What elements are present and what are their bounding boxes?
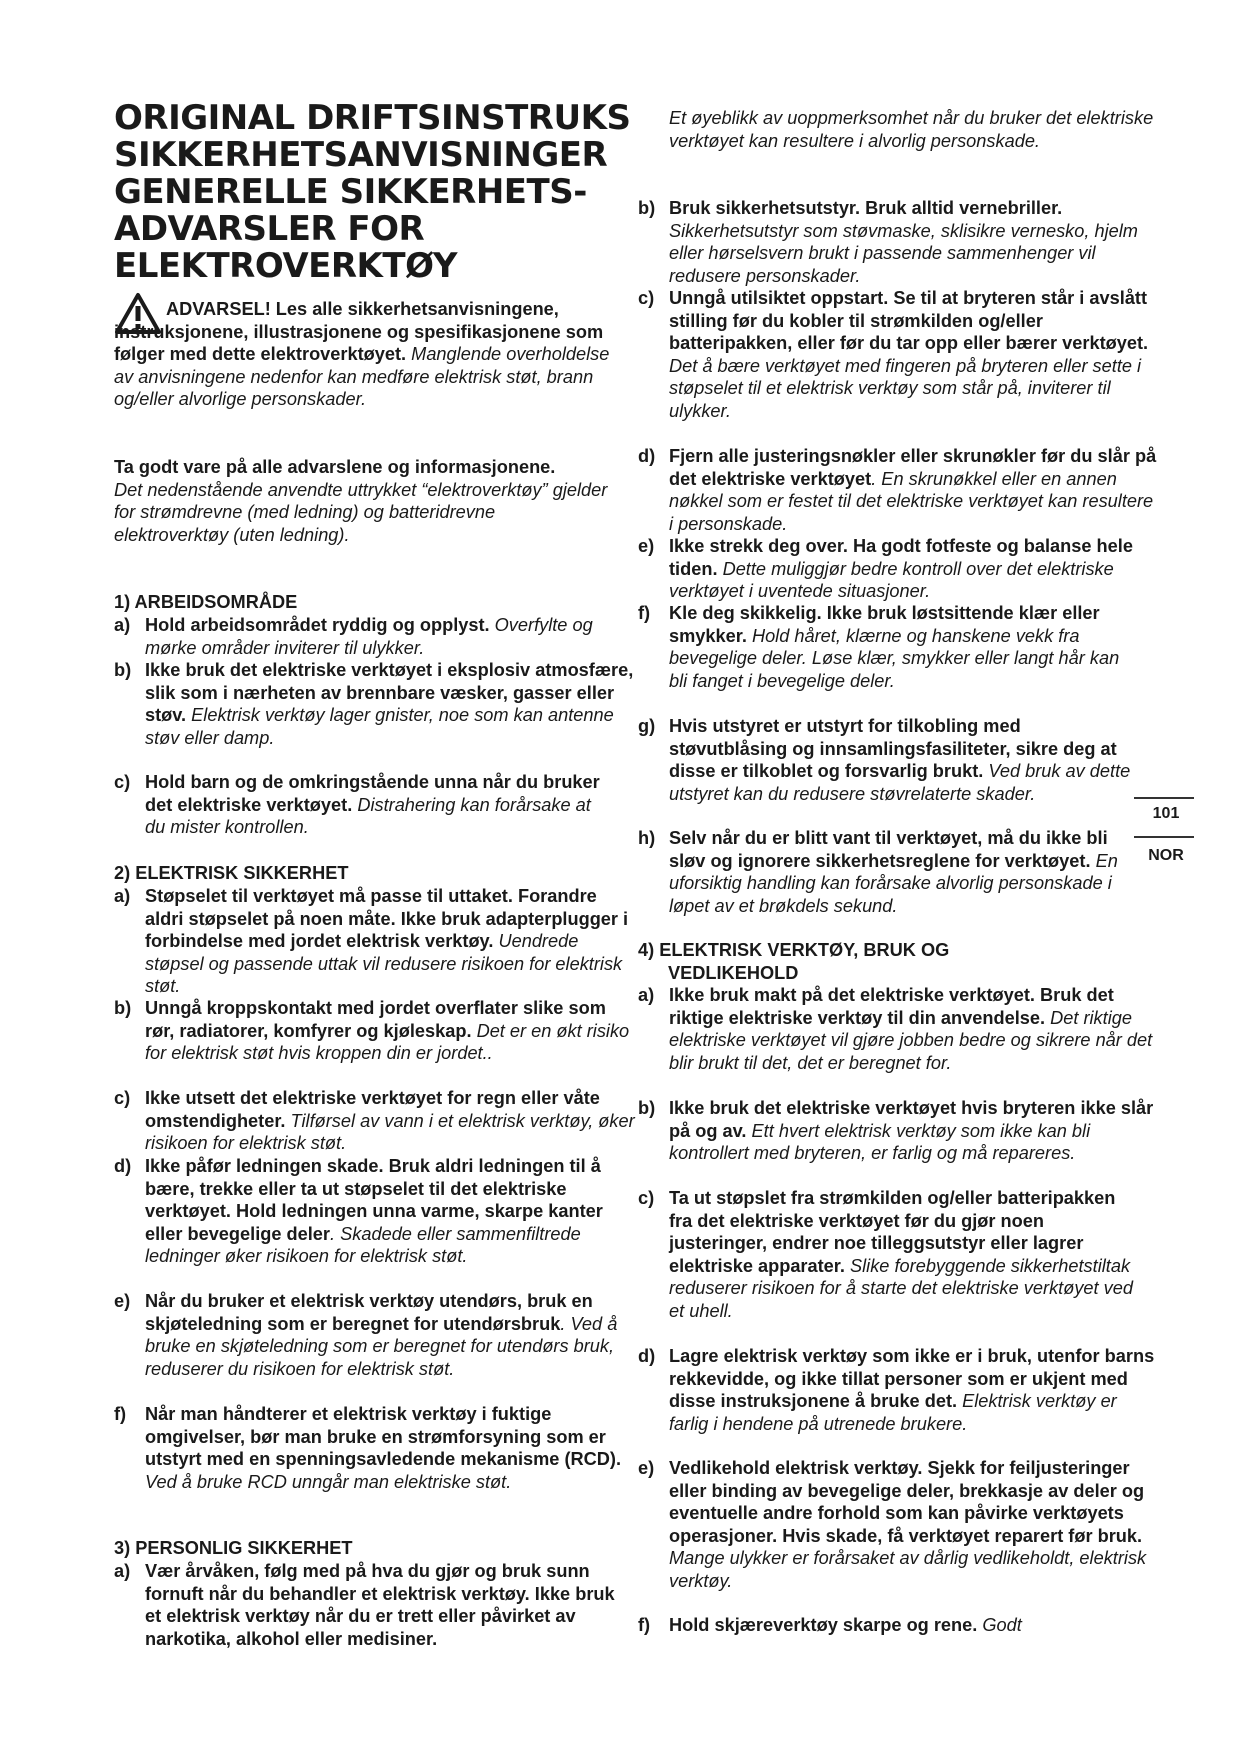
item-label: d)	[638, 1346, 656, 1366]
warning-italic: Manglende overholdelse av anvisningene nedenfor kan medføre elektrisk støt, brann og/eller alvorlige personskader.	[114, 344, 610, 410]
item-bold: Hold skjæreverktøy skarpe og rene.	[669, 1615, 978, 1635]
title-line: ADVARSLER FOR	[114, 209, 425, 249]
list-item	[638, 1614, 1159, 1637]
item-label: c)	[638, 1188, 655, 1208]
item-italic: Hold håret, klærne og hanskene vekk fra bevegelige deler. Løse klær, smykker eller langt hår kan bli fanget i bevegelige deler.	[669, 625, 1120, 691]
list-item	[638, 1187, 1139, 1323]
language-code: NOR	[1148, 847, 1184, 864]
item-label: a)	[638, 985, 655, 1005]
section-heading	[638, 939, 1038, 984]
list-item	[114, 771, 615, 839]
list-item	[638, 1097, 1159, 1165]
section-heading: 1) ARBEIDSOMRÅDE	[114, 592, 298, 612]
item-bold: Ikke bruk det elektriske verktøyet i eksplosiv atmosfære, slik som i nærheten av brennbare væsker, gasser eller støv.	[145, 660, 634, 726]
page-title	[114, 100, 634, 285]
item-bold: Ikke bruk makt på det elektriske verktøyet. Bruk det riktige elektriske verktøy til din anvendelse.	[669, 985, 1114, 1028]
item-italic: . Skadede eller sammenfiltrede ledninger øker risikoen for elektrisk støt.	[145, 1223, 581, 1267]
item-bold: Støpselet til verktøyet må passe til uttaket. Forandre aldri støpselet på noen måte. Ikke bruk adapterplugger i forbindelse med jordet elektrisk verktøy.	[145, 886, 629, 952]
list-item	[114, 997, 635, 1065]
item-label: b)	[638, 198, 656, 218]
page-number: 101	[1152, 805, 1180, 822]
keep-italic: Det nedenstående anvendte uttrykket “elektroverktøy” gjelder for strømdrevne (med ledning) og batteridrevne elektroverktøy (uten ledning).	[114, 479, 608, 545]
item-bold: Ikke strekk deg over. Ha godt fotfeste og balanse hele tiden.	[669, 536, 1133, 579]
list-item	[638, 287, 1159, 423]
item-italic: Mange ulykker er forårsaket av dårlig vedlikeholdt, elektrisk verktøy.	[669, 1548, 1147, 1591]
section-heading: 2) ELEKTRISK SIKKERHET	[114, 863, 349, 883]
item-italic: Distrahering kan forårsake at du mister kontrollen.	[145, 794, 591, 838]
list-item	[114, 614, 615, 659]
section-heading-line: VEDLIKEHOLD	[668, 962, 799, 983]
item-bold: Kle deg skikkelig. Ikke bruk løstsittende klær eller smykker.	[669, 603, 1100, 646]
list-item-continued	[638, 107, 1169, 152]
list-item	[114, 1560, 615, 1649]
item-italic: Ett hvert elektrisk verktøy som ikke kan bli kontrollert med bryteren, er farlig og må repareres.	[669, 1120, 1091, 1164]
item-bold: Hold arbeidsområdet ryddig og opplyst.	[145, 615, 490, 635]
item-italic: . Ved å bruke en skjøteledning som er beregnet for utendørs bruk, reduserer du risikoen for elektrisk støt.	[145, 1313, 618, 1379]
item-bold: Ta ut støpslet fra strømkilden og/eller batteripakken fra det elektriske verktøyet før du gjør noen justeringer, endrer noe tilleggsutstyr eller lagrer elektriske apparater.	[669, 1188, 1116, 1276]
divider	[1134, 797, 1194, 799]
item-italic: Tilførsel av vann i et elektrisk verktøy, øker risikoen for elektrisk støt.	[145, 1110, 635, 1154]
item-bold: Bruk sikkerhetsutstyr. Bruk alltid vernebriller.	[669, 198, 1063, 218]
item-bold: Lagre elektrisk verktøy som ikke er i bruk, utenfor barns rekkevidde, og ikke tillat personer som er ukjent med disse instruksjonene å bruke det.	[669, 1346, 1155, 1412]
item-italic: Godt	[982, 1615, 1022, 1635]
list-item	[114, 1087, 635, 1155]
warning-bold: ADVARSEL! Les alle sikkerhetsanvisningene, instruksjonene, illustrasjonene og spesifikasjonene som følger med dette elektroverktøyet.	[114, 299, 604, 365]
title-line: ELEKTROVERKTØY	[114, 246, 458, 286]
item-bold: Ikke påfør ledningen skade. Bruk aldri ledningen til å bære, trekke eller ta ut støpselet til det elektriske verktøyet. Hold ledningen unna varme, skarpe kanter eller bevegelige deler	[145, 1156, 603, 1244]
item-label: c)	[114, 1088, 131, 1108]
title-line: GENERELLE SIKKERHETS-	[114, 172, 587, 212]
item-bold: Når man håndterer et elektrisk verktøy i fuktige omgivelser, bør man bruke en strømforsyning som er utstyrt med en spenningsavledende mekanisme (RCD).	[145, 1404, 622, 1470]
item-bold: Når du bruker et elektrisk verktøy utendørs, bruk en skjøteledning som er beregnet for utendørsbruk	[145, 1291, 593, 1334]
item-label: e)	[638, 1458, 655, 1478]
item-italic: Overfylte og mørke områder inviterer til ulykker.	[145, 615, 593, 658]
list-item	[638, 827, 1139, 917]
list-item	[638, 445, 1159, 535]
divider	[1134, 836, 1194, 838]
keep-bold: Ta godt vare på alle advarslene og informasjonene.	[114, 457, 556, 477]
item-label: b)	[638, 1098, 656, 1118]
item-label: h)	[638, 828, 656, 848]
item-label: c)	[638, 288, 655, 308]
item-label: e)	[638, 536, 655, 556]
item-bold: Unngå kroppskontakt med jordet overflater slike som rør, radiatorer, komfyrer og kjøleskap.	[145, 998, 606, 1041]
item-label: g)	[638, 716, 656, 736]
list-item	[114, 1403, 635, 1493]
item-label: c)	[114, 772, 131, 792]
list-item	[638, 197, 1159, 287]
item-bold: Fjern alle justeringsnøkler eller skrunøkler før du slår på det elektriske verktøyet	[669, 446, 1157, 489]
item-label: b)	[114, 660, 132, 680]
item-label: b)	[114, 998, 132, 1018]
item-italic: Sikkerhetsutstyr som støvmaske, sklisikre vernesko, hjelm eller hørselsvern brukt i passende sammenhenger vil redusere personskader.	[669, 220, 1138, 286]
item-label: d)	[114, 1156, 132, 1176]
item-italic: Dette muliggjør bedre kontroll over det elektriske verktøyet i uventede situasjoner.	[669, 558, 1114, 602]
item-label: a)	[114, 615, 131, 635]
item-bold: Ikke utsett det elektriske verktøyet for regn eller våte omstendigheter.	[145, 1088, 600, 1131]
item-bold: Hold barn og de omkringstående unna når du bruker det elektriske verktøyet.	[145, 772, 600, 815]
list-item	[114, 1290, 635, 1380]
list-item	[114, 659, 635, 749]
item-label: f)	[638, 1615, 651, 1635]
item-bold: Vedlikehold elektrisk verktøy. Sjekk for feiljusteringer eller binding av bevegelige deler, brekkasje av deler og eventuelle andre forhold som kan påvirke verktøyets operasjoner. Hvis skade, få verktøyet reparert før bruk.	[669, 1458, 1145, 1546]
list-item	[114, 885, 635, 998]
item-label: e)	[114, 1291, 131, 1311]
item-italic: Det å bære verktøyet med fingeren på bryteren eller sette i støpselet til et elektrisk verktøy som står på, inviterer til ulykker.	[669, 355, 1142, 421]
item-italic: Slike forebyggende sikkerhetstiltak reduserer risikoen for å starte det elektriske verktøyet ved et uhell.	[669, 1255, 1133, 1321]
title-line: SIKKERHETSANVISNINGER	[114, 135, 608, 175]
item-label: a)	[114, 886, 131, 906]
list-item	[638, 1345, 1159, 1435]
list-item	[638, 715, 1139, 805]
title-line: ORIGINAL DRIFTSINSTRUKS	[114, 98, 631, 138]
item-label: f)	[638, 603, 651, 623]
item-bold: Ikke bruk det elektriske verktøyet hvis bryteren ikke slår på og av.	[669, 1098, 1154, 1141]
item-italic: Elektrisk verktøy lager gnister, noe som kan antenne støv eller damp.	[145, 705, 614, 748]
item-bold: Selv når du er blitt vant til verktøyet, må du ikke bli sløv og ignorere sikkerhetsreglene for verktøyet.	[669, 828, 1108, 871]
item-label: f)	[114, 1404, 127, 1424]
item-italic: . En skrunøkkel eller en annen nøkkel som er festet til det elektriske verktøyet kan resultere i personskade.	[669, 468, 1154, 534]
item-italic: Uendrede støpsel og passende uttak vil redusere risikoen for elektrisk støt.	[145, 931, 623, 997]
item-label: d)	[638, 446, 656, 466]
item-italic: Ved å bruke RCD unngår man elektriske støt.	[145, 1471, 512, 1492]
warning-paragraph	[114, 298, 614, 411]
keep-paragraph	[114, 456, 614, 546]
item-italic: Elektrisk verktøy er farlig i hendene på utrenede brukere.	[669, 1391, 1117, 1434]
item-label: a)	[114, 1561, 131, 1581]
item-italic: En uforsiktig handling kan forårsake alvorlig personskade i løpet av et brøkdels sekund.	[669, 850, 1118, 916]
item-italic: Ved bruk av dette utstyret kan du redusere støvrelaterte skader.	[669, 761, 1131, 804]
item-bold: Vær årvåken, følg med på hva du gjør og bruk sunn fornuft når du behandler et elektrisk verktøy. Ikke bruk et elektrisk verktøy når du er trett eller påvirket av narkotika, alkohol eller medisiner.	[145, 1561, 615, 1649]
list-item	[114, 1155, 635, 1268]
list-item	[638, 1457, 1159, 1593]
list-item	[638, 984, 1159, 1074]
list-item	[638, 535, 1159, 603]
item-bold: Hvis utstyret er utstyrt for tilkobling med støvutblåsing og innsamlingsfasiliteter, sikre deg at disse er tilkoblet og forsvarlig brukt.	[669, 716, 1117, 782]
item-italic: Det riktige elektriske verktøyet vil gjøre jobben bedre og sikrere når det blir brukt til det, det er beregnet for.	[669, 1007, 1153, 1073]
item-italic: Det er en økt risiko for elektrisk støt hvis kroppen din er jordet..	[145, 1020, 630, 1064]
list-item	[638, 602, 1139, 692]
section-heading: 3) PERSONLIG SIKKERHET	[114, 1538, 353, 1558]
item-bold: Unngå utilsiktet oppstart. Se til at bryteren står i avslått stilling før du kobler til strømkilden og/eller batteripakken, eller før du tar opp eller bærer verktøyet.	[669, 288, 1149, 354]
item-italic: Et øyeblikk av uoppmerksomhet når du bruker det elektriske verktøyet kan resultere i alvorlig personskade.	[669, 108, 1154, 151]
section-heading-line: 4) ELEKTRISK VERKTØY, BRUK OG	[638, 940, 950, 960]
